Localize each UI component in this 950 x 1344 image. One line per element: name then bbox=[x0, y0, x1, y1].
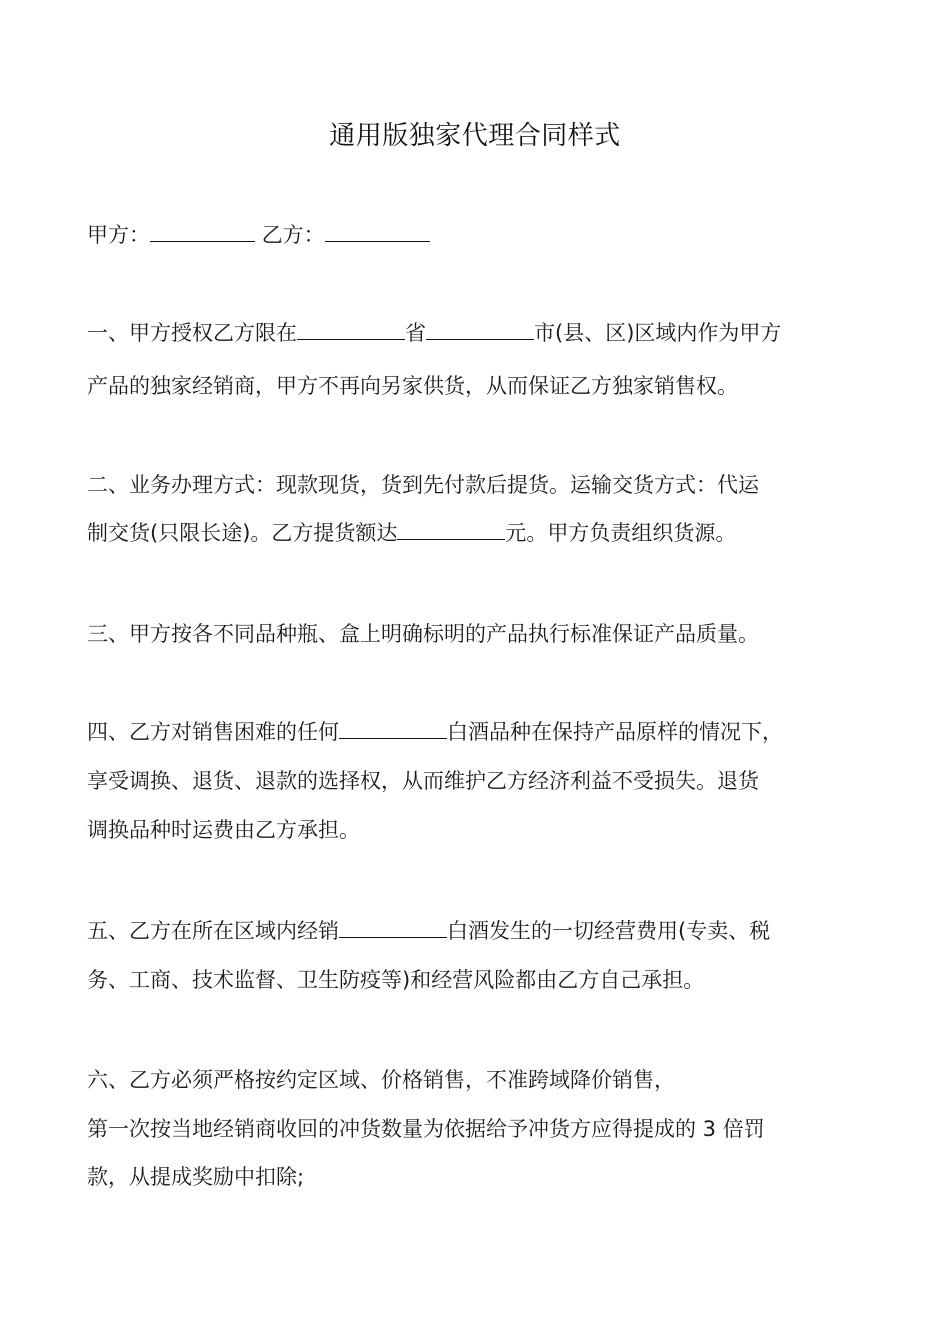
clause-text: 一、甲方授权乙方限在 bbox=[87, 321, 297, 345]
clause-text: 五、乙方在所在区域内经销 bbox=[87, 919, 339, 943]
clause-4-line-3: 调换品种时运费由乙方承担。 bbox=[87, 818, 360, 842]
clause-text: 省 bbox=[405, 321, 426, 345]
parties-line bbox=[87, 220, 877, 250]
clause-6-line-2: 第一次按当地经销商收回的冲货数量为依据给予冲货方应得提成的 3 倍罚 bbox=[87, 1117, 765, 1141]
clause-2-line-2 bbox=[87, 518, 877, 548]
amount-blank[interactable] bbox=[397, 521, 505, 540]
clause-1-line-1 bbox=[87, 318, 877, 348]
party-b-label: 乙方： bbox=[261, 223, 325, 247]
clause-4-line-2: 享受调换、退货、退款的选择权，从而维护乙方经济利益不受损失。退货 bbox=[87, 769, 759, 793]
clause-1-line-2: 产品的独家经销商，甲方不再向另家供货，从而保证乙方独家销售权。 bbox=[87, 374, 738, 398]
party-a-blank[interactable] bbox=[150, 223, 255, 242]
clause-2-line-1: 二、业务办理方式：现款现货，货到先付款后提货。运输交货方式：代运 bbox=[87, 473, 759, 497]
clause-text: 四、乙方对销售困难的任何 bbox=[87, 720, 339, 744]
clause-text: 白酒发生的一切经营费用(专卖、税 bbox=[447, 919, 771, 943]
product-blank[interactable] bbox=[339, 720, 447, 739]
clause-text: 元。甲方负责组织货源。 bbox=[505, 521, 737, 545]
city-blank[interactable] bbox=[426, 321, 534, 340]
clause-6-line-3: 款，从提成奖励中扣除; bbox=[87, 1165, 305, 1189]
clause-text: 白酒品种在保持产品原样的情况下， bbox=[447, 720, 783, 744]
clause-3-line-1: 三、甲方按各不同品种瓶、盒上明确标明的产品执行标准保证产品质量。 bbox=[87, 622, 759, 646]
province-blank[interactable] bbox=[297, 321, 405, 340]
document-title: 通用版独家代理合同样式 bbox=[329, 121, 621, 151]
party-b-blank[interactable] bbox=[325, 223, 430, 242]
clause-text: 市(县、区)区域内作为甲方 bbox=[534, 321, 782, 345]
clause-6-line-1: 六、乙方必须严格按约定区域、价格销售，不准跨域降价销售， bbox=[87, 1068, 675, 1092]
clause-5-line-1 bbox=[87, 916, 877, 946]
liquor-blank[interactable] bbox=[339, 919, 447, 938]
clause-text: 制交货(只限长途)。乙方提货额达 bbox=[87, 521, 398, 545]
clause-5-line-2: 务、工商、技术监督、卫生防疫等)和经营风险都由乙方自己承担。 bbox=[87, 968, 705, 992]
party-a-label: 甲方： bbox=[87, 223, 150, 247]
clause-4-line-1 bbox=[87, 717, 877, 747]
